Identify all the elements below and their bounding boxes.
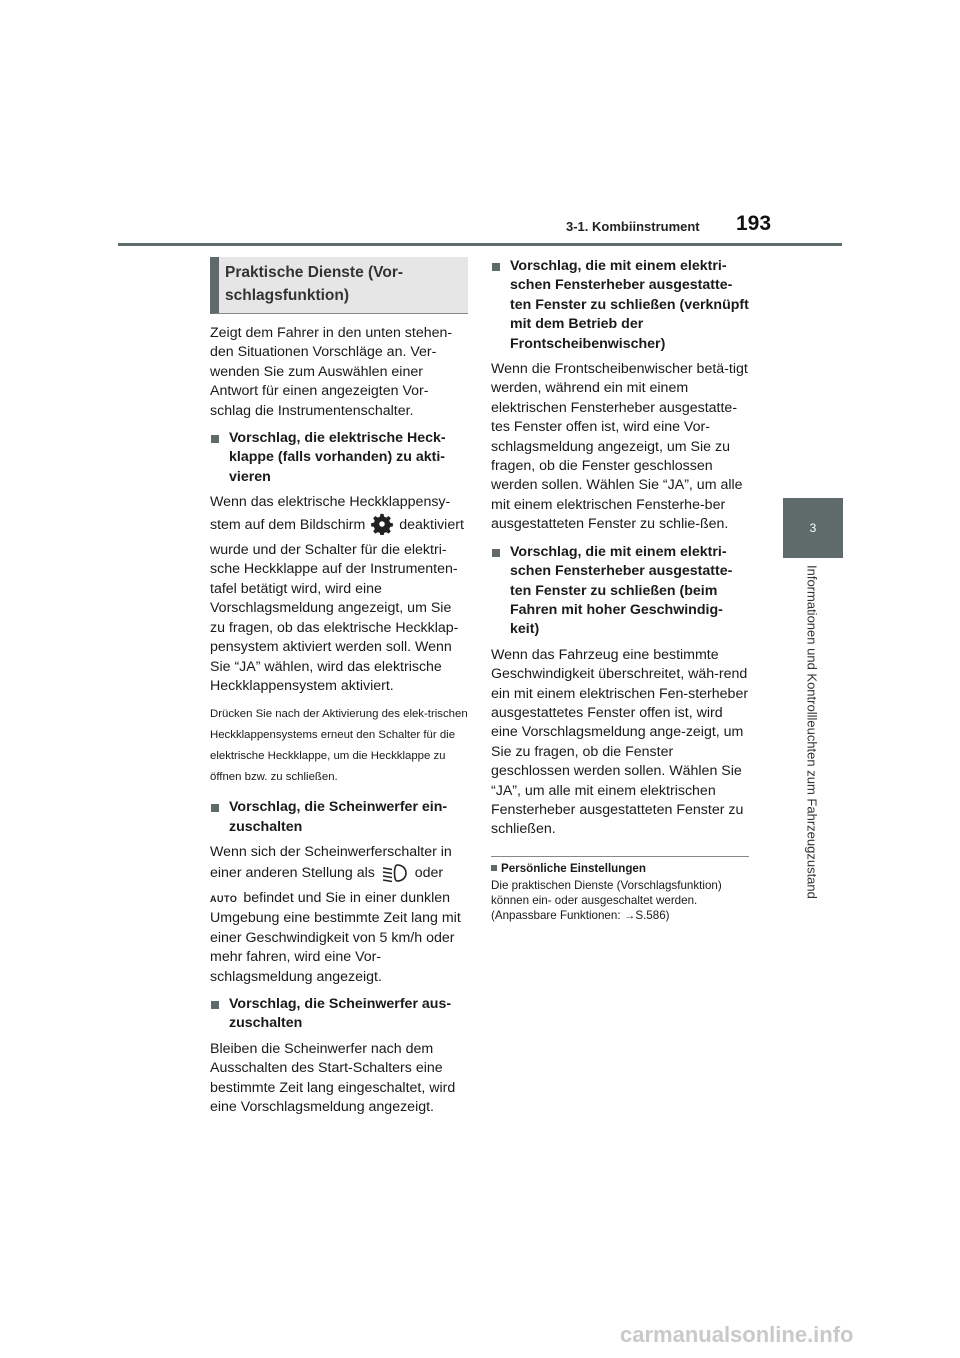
right-column	[491, 257, 749, 923]
section-title: 3-1. Kombiinstrument	[566, 219, 700, 234]
headlights-on-paragraph	[210, 843, 468, 987]
subheading-headlights-on	[210, 798, 468, 837]
headlights-off-paragraph: Bleiben die Scheinwerfer nach dem Ausschalten des Start-Schalters eine bestimmte Zeit lang eingeschaltet, wird eine Vorschlagsmeldung angezeigt.	[210, 1040, 456, 1115]
tailgate-text-b: deaktiviert wurde und der Schalter für die elektri-sche Heckklappe auf der Instrumenten-tafel betätigt wird, wird eine Vorschlagsmeldung angezeigt, um Sie zu fragen, ob das elektrische Heckklap-pensystem aktiviert werden soll. Wenn Sie “JA” wählen, wird das elektrische Heckklappensystem aktiviert.	[210, 516, 464, 694]
personal-settings-box	[491, 856, 749, 923]
settings-title	[491, 861, 749, 876]
page-number: 193	[736, 212, 772, 235]
chapter-tab	[783, 498, 843, 558]
chapter-label-text: Informationen und Kontrollleuchten zum Fahrzeugzustand	[804, 565, 820, 899]
header-divider	[118, 243, 842, 246]
square-bullet-icon	[492, 263, 500, 271]
subheading-text: Vorschlag, die elektrische Heck-klappe (falls vorhanden) zu akti-vieren	[229, 430, 446, 485]
subheading-windows-wiper	[491, 257, 749, 354]
square-bullet-icon	[491, 865, 497, 871]
square-bullet-icon	[211, 435, 219, 443]
subheading-text: Vorschlag, die Scheinwerfer aus-zuschalten	[229, 995, 452, 1032]
subheading-windows-speed	[491, 543, 749, 640]
tailgate-note: Drücken Sie nach der Aktivierung des elek-trischen Heckklappensystems erneut den Schalter für die elektrische Heckklappe, um die Heckklappe zu öffnen bzw. zu schließen.	[210, 708, 468, 784]
square-bullet-icon	[492, 549, 500, 557]
subheading-text: Vorschlag, die mit einem elektri-schen Fensterheber ausgestatte-ten Fenster zu schließen (beim Fahren mit hoher Geschwindig-keit)	[510, 543, 733, 638]
subheading-headlights-off	[210, 995, 468, 1034]
square-bullet-icon	[211, 804, 219, 812]
windows-wiper-paragraph: Wenn die Frontscheibenwischer betä-tigt werden, während ein mit einem elektrischen Fensterheber ausgestatte-tes Fenster offen ist, wird eine Vor-schlagsmeldung angezeigt, um Sie zu fragen, ob die Fenster geschlossen werden sollen. Wählen Sie “JA”, um alle mit einem elektrischen Fensterhe-ber ausgestatteten Fenster zu schlie-ßen.	[491, 361, 748, 533]
gear-icon	[371, 513, 393, 541]
section-heading: Praktische Dienste (Vor-schlagsfunktion)	[210, 257, 468, 314]
chapter-label	[800, 565, 824, 925]
chapter-number: 3	[809, 521, 817, 535]
subheading-text: Vorschlag, die mit einem elektri-schen Fensterheber ausgestatte-ten Fenster zu schließen (verknüpft mit dem Betrieb der Frontscheibenwischer)	[510, 258, 749, 352]
tailgate-paragraph	[210, 493, 468, 696]
left-column	[210, 257, 468, 1125]
settings-text: Die praktischen Dienste (Vorschlagsfunktion) können ein- oder ausgeschaltet werden. (Anpassbare Funktionen: →S.586)	[491, 878, 722, 922]
tailgate-text-a: Wenn das elektrische Heckklappensy-stem auf dem Bildschirm	[210, 494, 451, 533]
headlights-on-text-b: oder	[414, 864, 444, 881]
subheading-tailgate	[210, 429, 468, 487]
headlights-on-text-c: befindet und Sie in einer dunklen Umgebung eine bestimmte Zeit lang mit einer Geschwindigkeit von 5 km/h oder mehr fahren, wird eine Vor-schlagsmeldung angezeigt.	[210, 889, 461, 985]
windows-speed-paragraph: Wenn das Fahrzeug eine bestimmte Geschwindigkeit überschreitet, wäh-rend ein mit einem elektrischen Fen-sterheber ausgestattetes Fenster offen ist, wird eine Vorschlagsmeldung ange-zeigt, um Sie zu fragen, ob die Fenster geschlossen werden sollen. Wählen Sie “JA”, um alle mit einem elektrischen Fensterheber ausgestatteten Fenster zu schließen.	[491, 646, 749, 838]
auto-position-label: AUTO	[210, 893, 238, 904]
watermark: carmanualsonline.info	[620, 1322, 854, 1347]
square-bullet-icon	[211, 1001, 219, 1009]
subheading-text: Vorschlag, die Scheinwerfer ein-zuschalten	[229, 799, 448, 835]
intro-text: Zeigt dem Fahrer in den unten stehen-den Situationen Vorschläge an. Ver-wenden Sie zum Auswählen einer Antwort für einen angezeigten Vor-schlag die Instrumentenschalter.	[210, 325, 453, 419]
headlights-on-text-a: Wenn sich der Scheinwerferschalter in einer anderen Stellung als	[210, 844, 452, 881]
settings-title-text: Persönliche Einstellungen	[501, 861, 646, 875]
low-beam-headlight-icon	[381, 863, 409, 889]
